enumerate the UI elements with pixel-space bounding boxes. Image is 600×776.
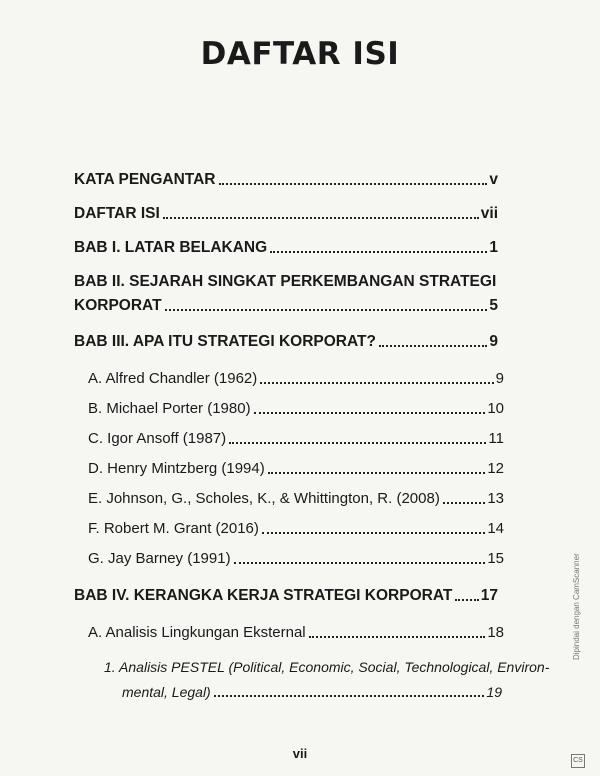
toc-entry-daftar-isi[interactable] (74, 204, 498, 224)
toc-entry-label: E. Johnson, G., Scholes, K., & Whittington, R. (2008) (88, 490, 440, 507)
toc-entry-bab-2-line1: BAB II. SEJARAH SINGKAT PERKEMBANGAN STRATEGI (74, 273, 497, 290)
toc-entry-label: B. Michael Porter (1980) (88, 400, 251, 417)
toc-entry-label: KORPORAT (74, 297, 162, 314)
toc-entry-label: C. Igor Ansoff (1987) (88, 430, 227, 447)
toc-entry-page: vii (480, 205, 498, 222)
dot-leader (309, 635, 486, 638)
toc-entry-page: 9 (489, 333, 498, 350)
dot-leader (455, 598, 478, 601)
dot-leader (165, 308, 488, 311)
toc-subentry-ansoff[interactable] (88, 429, 504, 449)
toc-entry-label: D. Henry Mintzberg (1994) (88, 460, 265, 477)
toc-entry-label: BAB III. APA ITU STRATEGI KORPORAT? (74, 333, 376, 350)
toc-subentry-mintzberg[interactable] (88, 459, 504, 479)
dot-leader (214, 694, 485, 697)
toc-entry-label: BAB IV. KERANGKA KERJA STRATEGI KORPORAT (74, 587, 453, 604)
toc-entry-label: KATA PENGANTAR (74, 171, 216, 188)
toc-subentry-barney[interactable] (88, 549, 504, 569)
dot-leader (219, 182, 488, 185)
toc-entry-page: 11 (488, 430, 504, 447)
toc-entry-page: 9 (495, 370, 504, 387)
dot-leader (234, 561, 486, 564)
toc-entry-page: 12 (487, 460, 504, 477)
toc-entry-bab-4[interactable] (74, 586, 498, 606)
dot-leader (163, 216, 479, 219)
toc-entry-label: F. Robert M. Grant (2016) (88, 520, 259, 537)
toc-subentry-johnson[interactable] (88, 489, 504, 509)
toc-entry-label: BAB I. LATAR BELAKANG (74, 239, 268, 256)
toc-entry-page: 5 (489, 297, 498, 314)
toc-entry-label: A. Alfred Chandler (1962) (88, 370, 258, 387)
dot-leader (443, 501, 485, 504)
toc-entry-bab-1[interactable] (74, 238, 498, 258)
camscanner-logo-icon: CS (571, 754, 585, 768)
toc-entry-label: mental, Legal) (122, 684, 211, 700)
dot-leader (262, 531, 485, 534)
dot-leader (268, 471, 486, 474)
toc-entry-page: 15 (487, 550, 504, 567)
toc-subentry-grant[interactable] (88, 519, 504, 539)
toc-subsubentry-pestel[interactable] (122, 682, 502, 702)
toc-entry-kata-pengantar[interactable] (74, 170, 498, 190)
toc-entry-page: 1 (489, 239, 498, 256)
scanner-watermark: Dipindai dengan CamScanner (572, 553, 581, 660)
toc-subentry-porter[interactable] (88, 399, 504, 419)
toc-entry-label: A. Analisis Lingkungan Eksternal (88, 624, 306, 641)
toc-entry-page: 18 (487, 624, 504, 641)
toc-entry-label: G. Jay Barney (1991) (88, 550, 231, 567)
toc-entry-page: 17 (480, 587, 498, 604)
dot-leader (379, 344, 487, 347)
toc-subentry-analisis-eksternal[interactable] (88, 623, 504, 643)
dot-leader (270, 250, 487, 253)
toc-subentry-chandler[interactable] (88, 369, 504, 389)
dot-leader (229, 441, 486, 444)
toc-subsubentry-pestel-line1: 1. Analisis PESTEL (Political, Economic, Social, Technological, Environ- (104, 659, 550, 675)
toc-entry-label: DAFTAR ISI (74, 205, 160, 222)
toc-entry-page: 14 (487, 520, 504, 537)
toc-entry-bab-2[interactable] (74, 296, 498, 316)
page-title: DAFTAR ISI (200, 36, 400, 72)
toc-entry-page: 19 (486, 684, 502, 700)
page-number: vii (292, 746, 308, 761)
dot-leader (254, 411, 486, 414)
toc-entry-page: v (489, 171, 498, 188)
dot-leader (260, 381, 493, 384)
toc-entry-bab-3[interactable] (74, 332, 498, 352)
toc-entry-page: 10 (487, 400, 504, 417)
toc-entry-page: 13 (487, 490, 504, 507)
